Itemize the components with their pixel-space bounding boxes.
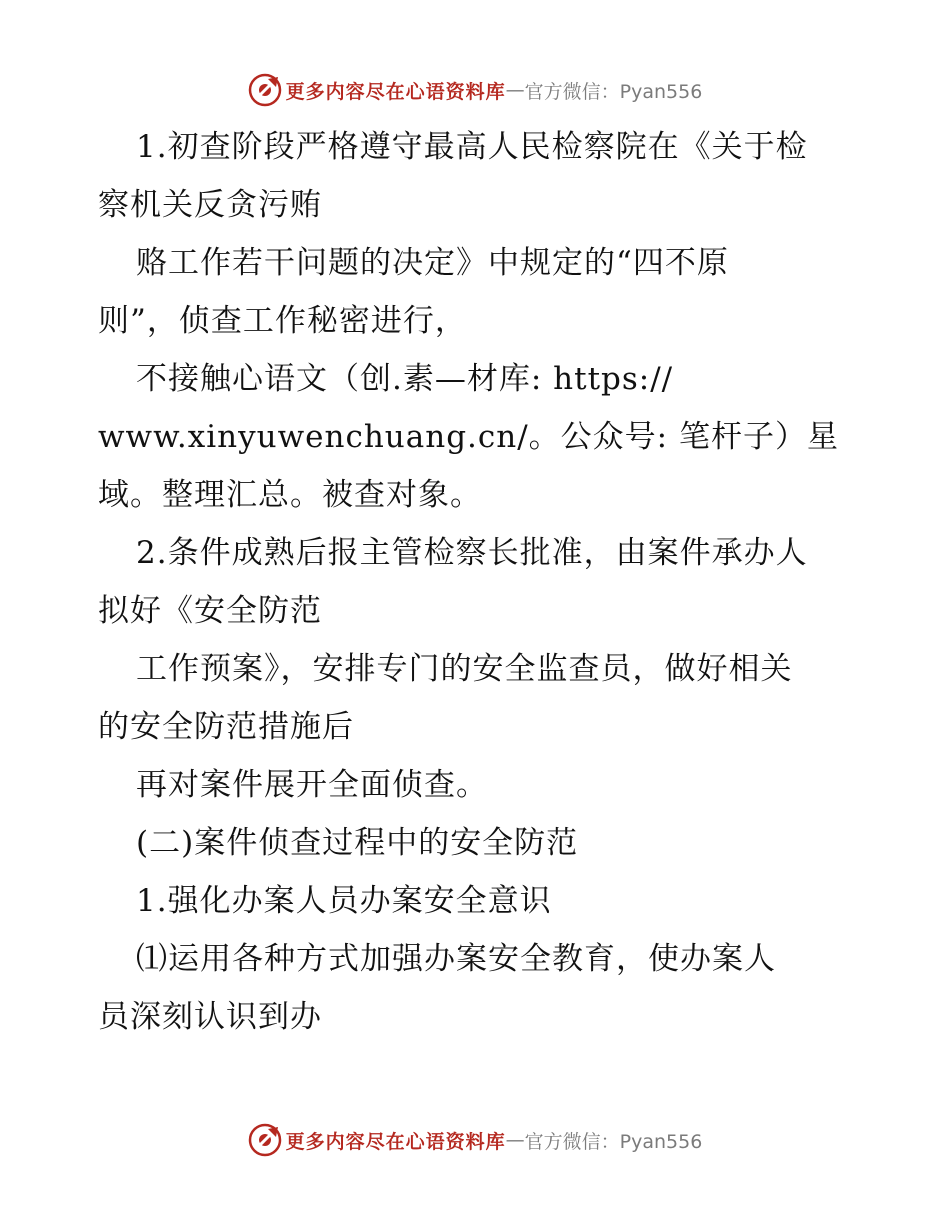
paragraph-line: ⑴运用各种方式加强办案安全教育，使办案人	[136, 941, 776, 977]
paragraph-line: 2.条件成熟后报主管检察长批准，由案件承办人	[136, 535, 808, 571]
banner-dash: —	[505, 1129, 525, 1151]
footer-banner	[0, 1120, 950, 1160]
section-heading: (二)案件侦查过程中的安全防范	[136, 825, 579, 861]
paragraph-line: www.xinyuwenchuang.cn/。公众号: 笔杆子）星	[98, 419, 839, 455]
subsection-heading: 1.强化办案人员办案安全意识	[136, 883, 552, 919]
paragraph-line: 的安全防范措施后	[98, 709, 354, 745]
paragraph-line: 1.初查阶段严格遵守最高人民检察院在《关于检	[136, 129, 808, 165]
logo-icon	[248, 73, 282, 107]
logo-icon	[248, 1123, 282, 1157]
paragraph-line: 员深刻认识到办	[98, 999, 322, 1035]
banner-brand-text: 更多内容尽在心语资料库	[285, 80, 506, 103]
banner-wechat-text: 官方微信：Pyan556	[524, 1130, 703, 1153]
paragraph-line: 不接触心语文（创.素—材库: https://	[136, 361, 674, 397]
paragraph-line: 工作预案》，安排专门的安全监查员，做好相关	[136, 651, 793, 687]
paragraph-line: 则”，侦查工作秘密进行，	[98, 303, 467, 339]
header-banner	[0, 70, 950, 110]
paragraph-line: 察机关反贪污贿	[98, 187, 322, 223]
banner-wechat-text: 官方微信：Pyan556	[524, 80, 703, 103]
paragraph-line: 赂工作若干问题的决定》中规定的“四不原	[136, 245, 729, 281]
banner-brand-text: 更多内容尽在心语资料库	[285, 1130, 506, 1153]
paragraph-line: 再对案件展开全面侦查。	[136, 767, 488, 803]
document-body	[98, 118, 858, 1046]
paragraph-line: 拟好《安全防范	[98, 593, 322, 629]
paragraph-line: 域。整理汇总。被查对象。	[98, 477, 482, 513]
banner-dash: —	[505, 79, 525, 101]
